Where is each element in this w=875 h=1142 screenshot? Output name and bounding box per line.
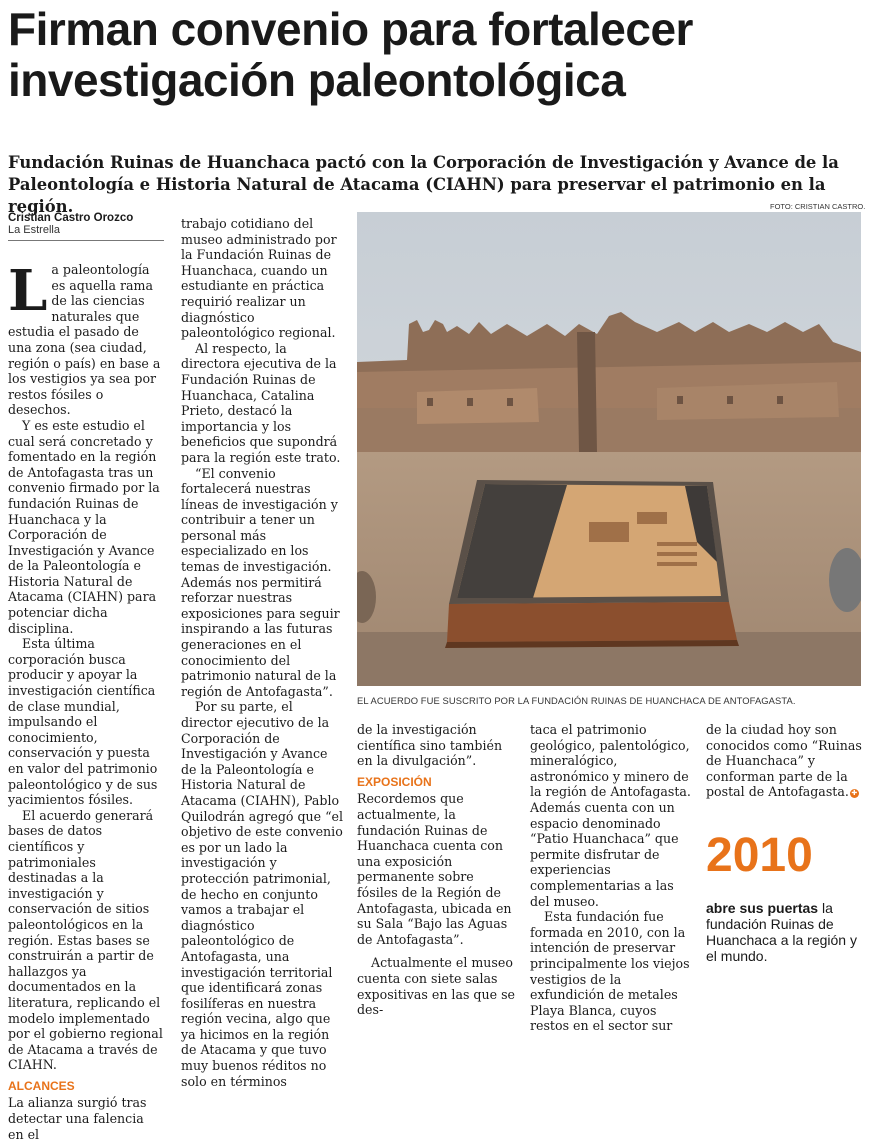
paragraph: La alianza surgió tras detectar una falencia en el <box>8 1095 147 1142</box>
photo-credit: FOTO: CRISTIAN CASTRO. <box>770 202 866 211</box>
headline-line-1: Firman convenio para fortalecer <box>8 3 693 55</box>
paragraph: Recordemos que actualmente, la fundación Ruinas de Huanchaca cuenta con una exposición permanente sobre fósiles de la Región de Antofagasta, ubicada en su Sala “Bajo las Aguas de Antofagasta”. <box>357 791 512 947</box>
factbox-bold: abre sus puertas <box>706 900 819 916</box>
paragraph: de la investigación científica sino también en la divulgación”. <box>357 722 503 769</box>
article-column-3 <box>357 722 517 1018</box>
photo-caption: EL ACUERDO FUE SUSCRITO POR LA FUNDACIÓN RUINAS DE HUANCHACA DE ANTOFAGASTA. <box>357 695 796 706</box>
end-mark-icon: ✚ <box>851 789 858 798</box>
byline-outlet: La Estrella <box>8 224 60 236</box>
ruins-photo <box>357 212 861 686</box>
deck-line-1: Fundación Ruinas de Huanchaca pactó con la Corporación de Investigación y Avance de la <box>8 153 839 172</box>
factbox-rest: la fundación Ruinas de Huanchaca a la región y el mundo. <box>706 900 857 964</box>
paragraph: “El convenio fortalecerá nuestras líneas de investigación y contribuir a tener un personal más especializado en los temas de investigación. Además nos permitirá reforzar nuestras exposiciones para seguir inspirando a las futuras generaciones en el conocimiento del patrimonio natural de la región de Antofagasta”. <box>181 465 340 699</box>
subhead-exposicion: EXPOSICIÓN <box>357 774 432 789</box>
factbox-number: 2010 <box>706 829 813 882</box>
paragraph: Y es este estudio el cual será concretado y fomentado en la región de Antofagasta tras un convenio firmado por la fundación Ruinas de Huanchaca y la Corporación de Investigación y Avance de la Paleontología e Historia Natural de Atacama (CIAHN) para potenciar dicha disciplina. <box>8 417 160 636</box>
paragraph: taca el patrimonio geológico, palentológico, mineralógico, astronómico y minero de la región de Antofagasta. Además cuenta con un espacio denominado “Patio Huanchaca” que permite disfrutar de experiencias complementarias a las del museo. <box>530 722 691 909</box>
ruins-photo-image <box>357 212 861 686</box>
paragraph: Esta fundación fue formada en 2010, con la intención de preservar principalmente los viejos vestigios de la exfundición de metales Playa Blanca, cuyos restos en el sector sur <box>530 909 690 1034</box>
byline-rule <box>8 240 164 241</box>
paragraph: Actualmente el museo cuenta con siete salas expositivas en las que se des- <box>357 955 515 1018</box>
headline-line-2: investigación paleontológica <box>8 54 626 106</box>
paragraph: El acuerdo generará bases de datos científicos y patrimoniales destinadas a la investigación y conservación de sitios paleontológicos en la región. Estas bases se construirán a partir de hallazgos ya documentados en la literatura, replicando el modelo implementado por el gobierno regional de Atacama a través de CIAHN. <box>8 807 163 1073</box>
paragraph: La paleontología es aquella rama de las ciencias naturales que estudia el pasado de una zona (sea ciudad, región o país) en base a los vestigios ya sea por restos fósiles o desechos. <box>8 258 161 418</box>
article-column-1 <box>8 258 163 1142</box>
deck <box>8 152 870 218</box>
paragraph: Al respecto, la directora ejecutiva de la Fundación Ruinas de Huanchaca, Catalina Prieto, destacó la importancia y los beneficios que supondrá para la región este trato. <box>181 340 341 465</box>
headline <box>8 4 870 106</box>
paragraph: Por su parte, el director ejecutivo de la Corporación de Investigación y Avance de la Paleontología e Historia Natural de Atacama (CIAHN), Pablo Quilodrán agregó que “el objetivo de este convenio es por un lado la investigación y protección patrimonial, de hecho en conjunto vamos a trabajar el diagnóstico paleontológico de Antofagasta, una investigación territorial que identificará zonas fosilíferas en nuestra región vecina, algo que ya hicimos en la región de Atacama y que tuvo muy buenos réditos no solo en términos <box>181 699 344 1089</box>
paragraph: trabajo cotidiano del museo administrado por la Fundación Ruinas de Huanchaca, cuando un estudiante en práctica requirió realizar un diagnóstico paleontológico regional. <box>181 216 337 341</box>
paragraph: Esta última corporación busca producir y apoyar la investigación científica de clase mundial, impulsando el conocimiento, conservación y puesta en valor del patrimonio paleontológico y de sus yacimientos fósiles. <box>8 636 158 808</box>
byline-author: Cristian Castro Orozco <box>8 212 134 224</box>
factbox-text <box>706 900 866 964</box>
paragraph: de la ciudad hoy son conocidos como “Ruinas de Huanchaca” y conforman parte de la postal de Antofagasta. ✚ <box>706 722 862 800</box>
subhead-alcances: ALCANCES <box>8 1078 75 1093</box>
drop-cap: L <box>8 258 48 324</box>
deck-line-2: Paleontología e Historia Natural de Atacama (CIAHN) para preservar el patrimonio en la región. <box>8 175 826 216</box>
article-column-2 <box>181 216 344 1089</box>
article-column-5 <box>706 722 866 800</box>
article-column-4 <box>530 722 695 1034</box>
